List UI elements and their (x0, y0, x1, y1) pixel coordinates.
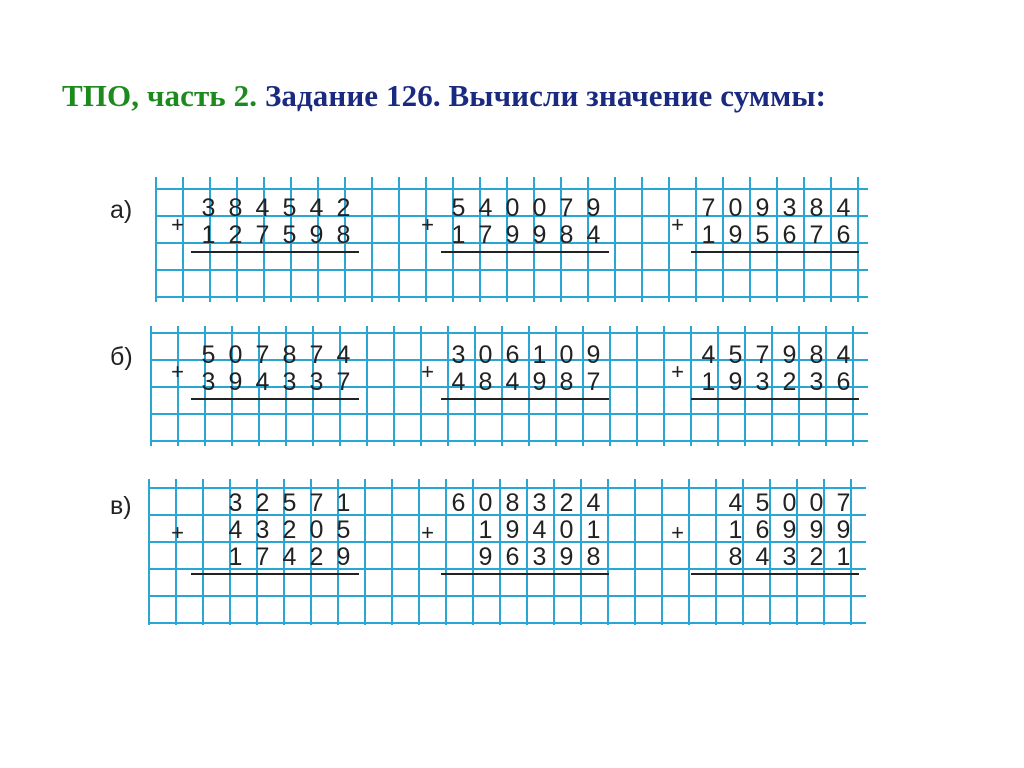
digit: 9 (336, 543, 351, 571)
digit: 4 (532, 516, 547, 544)
addend-line (722, 490, 857, 517)
digit: 8 (505, 489, 520, 517)
digit: 4 (586, 221, 601, 249)
digit: 8 (559, 221, 574, 249)
digit: 3 (255, 516, 270, 544)
digit: 6 (836, 368, 851, 396)
addend-line (695, 195, 857, 222)
digit: 9 (836, 516, 851, 544)
digit: 6 (505, 341, 520, 369)
sum-line (441, 251, 609, 253)
digit: 7 (836, 489, 851, 517)
digit: 9 (728, 368, 743, 396)
digit: 7 (336, 368, 351, 396)
digit: 6 (451, 489, 466, 517)
addend-line (222, 544, 357, 571)
row-label: б) (110, 343, 133, 371)
plus-sign: + (421, 358, 434, 384)
digit: 9 (586, 194, 601, 222)
digit: 8 (728, 543, 743, 571)
sum-line (191, 398, 359, 400)
sum-line (691, 398, 859, 400)
digit: 3 (451, 341, 466, 369)
digit: 6 (836, 221, 851, 249)
plus-sign: + (171, 358, 184, 384)
digit: 4 (505, 368, 520, 396)
digit: 1 (532, 341, 547, 369)
addend-line (722, 517, 857, 544)
digit: 1 (478, 516, 493, 544)
digit: 4 (255, 368, 270, 396)
digit: 6 (755, 516, 770, 544)
digit: 7 (701, 194, 716, 222)
digit: 8 (478, 368, 493, 396)
addend-line (445, 195, 607, 222)
digit: 9 (559, 543, 574, 571)
digit: 8 (809, 341, 824, 369)
digit: 0 (478, 341, 493, 369)
digit: 0 (228, 341, 243, 369)
plus-sign: + (421, 211, 434, 237)
digit: 9 (532, 368, 547, 396)
digit: 5 (282, 489, 297, 517)
sum-line (691, 573, 859, 575)
digit: 7 (255, 341, 270, 369)
digit: 7 (586, 368, 601, 396)
digit: 9 (478, 543, 493, 571)
digit: 3 (532, 489, 547, 517)
digit: 1 (836, 543, 851, 571)
digit: 4 (755, 543, 770, 571)
digit: 3 (201, 368, 216, 396)
digit: 6 (505, 543, 520, 571)
digit: 1 (336, 489, 351, 517)
digit: 3 (782, 194, 797, 222)
sum-line (691, 251, 859, 253)
digit: 3 (228, 489, 243, 517)
page-title (62, 78, 826, 114)
digit: 8 (586, 543, 601, 571)
digit: 9 (728, 221, 743, 249)
sum-line (441, 573, 609, 575)
digit: 5 (755, 489, 770, 517)
digit: 5 (728, 341, 743, 369)
digit: 4 (728, 489, 743, 517)
digit: 7 (478, 221, 493, 249)
digit: 0 (728, 194, 743, 222)
digit: 3 (532, 543, 547, 571)
addend-line (445, 342, 607, 369)
digit: 1 (701, 221, 716, 249)
digit: 3 (809, 368, 824, 396)
digit: 8 (336, 221, 351, 249)
title-task: Задание 126. Вычисли значение суммы: (264, 78, 827, 113)
digit: 0 (782, 489, 797, 517)
addend-line (722, 544, 857, 571)
row-label: в) (110, 492, 132, 520)
digit: 5 (451, 194, 466, 222)
addend-line (222, 490, 357, 517)
digit: 8 (228, 194, 243, 222)
digit: 8 (282, 341, 297, 369)
plus-sign: + (671, 358, 684, 384)
digit: 0 (809, 489, 824, 517)
digit: 9 (228, 368, 243, 396)
digit: 5 (282, 194, 297, 222)
digit: 4 (701, 341, 716, 369)
addend-line (445, 369, 607, 396)
digit: 7 (255, 221, 270, 249)
digit: 4 (836, 194, 851, 222)
digit: 4 (586, 489, 601, 517)
digit: 9 (809, 516, 824, 544)
addend-line (222, 517, 357, 544)
digit: 4 (255, 194, 270, 222)
digit: 4 (336, 341, 351, 369)
digit: 0 (478, 489, 493, 517)
plus-sign: + (671, 211, 684, 237)
digit: 0 (309, 516, 324, 544)
digit: 1 (701, 368, 716, 396)
digit: 3 (309, 368, 324, 396)
plus-sign: + (171, 211, 184, 237)
digit: 9 (782, 516, 797, 544)
digit: 9 (505, 221, 520, 249)
addend-line (445, 490, 607, 517)
digit: 2 (336, 194, 351, 222)
addend-line (695, 222, 857, 249)
digit: 3 (782, 543, 797, 571)
digit: 8 (809, 194, 824, 222)
addend-line (445, 222, 607, 249)
digit: 3 (201, 194, 216, 222)
addend-line (195, 369, 357, 396)
digit: 7 (255, 543, 270, 571)
digit: 2 (255, 489, 270, 517)
digit: 0 (532, 194, 547, 222)
digit: 7 (309, 341, 324, 369)
digit: 1 (451, 221, 466, 249)
digit: 4 (451, 368, 466, 396)
digit: 9 (505, 516, 520, 544)
addend-line (195, 342, 357, 369)
digit: 5 (282, 221, 297, 249)
sum-line (191, 251, 359, 253)
plus-sign: + (171, 520, 184, 545)
digit: 2 (559, 489, 574, 517)
addend-line (472, 544, 607, 571)
digit: 8 (559, 368, 574, 396)
digit: 4 (282, 543, 297, 571)
digit: 2 (309, 543, 324, 571)
digit: 4 (309, 194, 324, 222)
digit: 4 (836, 341, 851, 369)
digit: 5 (755, 221, 770, 249)
digit: 5 (336, 516, 351, 544)
digit: 4 (228, 516, 243, 544)
digit: 0 (559, 341, 574, 369)
addend-line (695, 369, 857, 396)
addend-line (472, 517, 607, 544)
digit: 0 (505, 194, 520, 222)
digit: 3 (755, 368, 770, 396)
digit: 6 (782, 221, 797, 249)
digit: 7 (809, 221, 824, 249)
plus-sign: + (421, 520, 434, 545)
digit: 2 (809, 543, 824, 571)
addend-line (195, 195, 357, 222)
digit: 1 (728, 516, 743, 544)
digit: 4 (478, 194, 493, 222)
digit: 9 (586, 341, 601, 369)
digit: 7 (559, 194, 574, 222)
digit: 9 (309, 221, 324, 249)
digit: 2 (228, 221, 243, 249)
row-label: а) (110, 196, 133, 224)
plus-sign: + (671, 520, 684, 545)
digit: 2 (282, 516, 297, 544)
digit: 9 (782, 341, 797, 369)
digit: 1 (201, 221, 216, 249)
digit: 1 (228, 543, 243, 571)
title-source: ТПО, часть 2. (62, 78, 258, 113)
sum-line (191, 573, 359, 575)
digit: 9 (755, 194, 770, 222)
digit: 1 (586, 516, 601, 544)
digit: 7 (755, 341, 770, 369)
digit: 7 (309, 489, 324, 517)
digit: 2 (782, 368, 797, 396)
addend-line (695, 342, 857, 369)
addend-line (195, 222, 357, 249)
digit: 3 (282, 368, 297, 396)
digit: 9 (532, 221, 547, 249)
digit: 5 (201, 341, 216, 369)
sum-line (441, 398, 609, 400)
digit: 0 (559, 516, 574, 544)
